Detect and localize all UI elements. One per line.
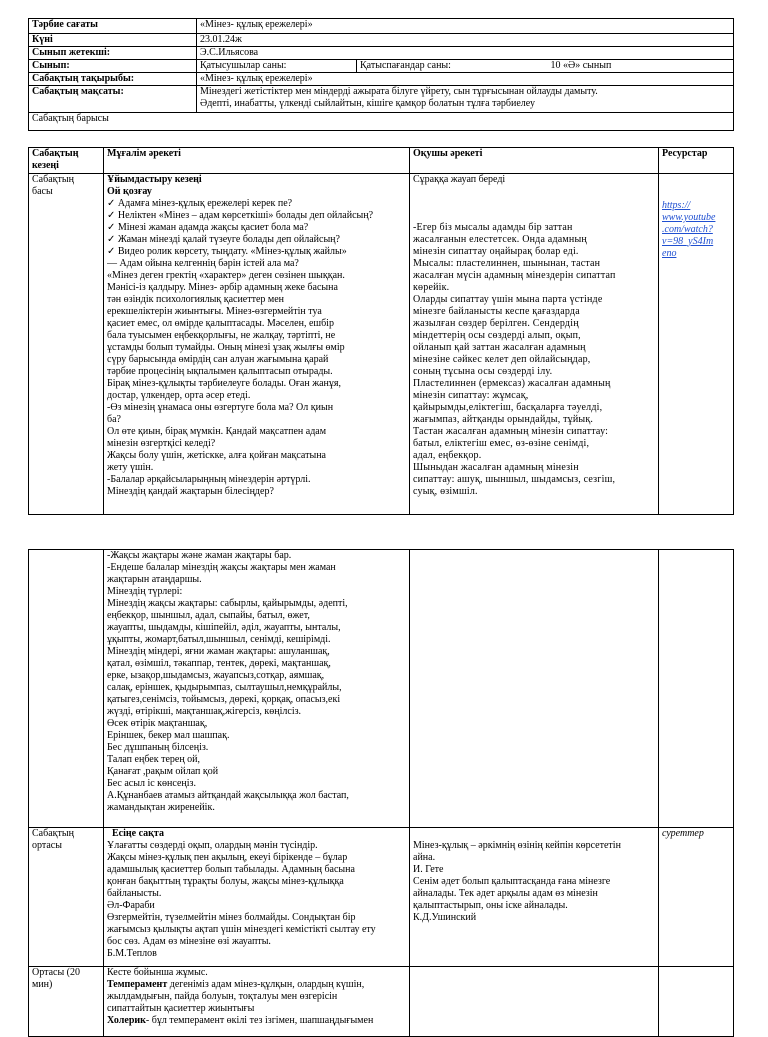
- teacher-line: -Балалар әрқайсыларыңның мінездерін әртүрлі.: [107, 474, 311, 485]
- teacher-line: -Жақсы жақтары және жаман жақтары бар.: [107, 550, 292, 561]
- student-line: көрейік.: [413, 282, 450, 293]
- student-line: жасалған мүсін адамның мінездерін сипаттап: [413, 270, 616, 281]
- teacher-line: Талап еңбек терең ой,: [107, 754, 201, 765]
- teacher-line: салақ, еріншек, қыдырымпаз, сылтаушыл,немқұрайлы,: [107, 682, 342, 693]
- student-line: [413, 828, 655, 840]
- checklist-item: ✓ Жаман мінезді қалай түзеуге болады деп ойлайсың?: [107, 234, 340, 245]
- student-line: мінезге байланысты кеспе қағаздарда: [413, 306, 580, 317]
- resources-empty: [659, 550, 734, 828]
- teacher-line: адамшылық қасиеттер болып табылады. Адамның басына: [107, 864, 355, 875]
- teacher-line: жамандықтан жиренейік.: [107, 802, 215, 813]
- teacher-line: қонған бақыттың тұрақты болуы, жақсы мінез-құлыққа: [107, 876, 344, 887]
- student-activity-middle: [410, 828, 659, 967]
- teacher-line: Жақсы болу үшін, жетіскке, алға қойған мақсатына: [107, 450, 326, 461]
- header-label-date: Күні: [29, 34, 197, 47]
- header-label-topic: Сабақтың тақырыбы:: [29, 73, 197, 86]
- resources-beginning: [659, 174, 734, 515]
- stage-label: Сабақтың: [32, 828, 74, 839]
- teacher-line: Еріншек, бекер мал шашпақ.: [107, 730, 230, 741]
- student-line: мінезіне сәйкес келет деп ойлайсыңдар,: [413, 354, 591, 365]
- student-activity-middle-20: [410, 967, 659, 1037]
- definition-line: жылдамдығын, пайда болуын, тоқталуы мен өзгерісін: [107, 991, 338, 1002]
- header-value-teacher: Э.С.Ильясова: [197, 47, 734, 60]
- teacher-line: мінезін өзгертқісі келеді?: [107, 438, 216, 449]
- checklist-item: ✓ Мінезі жаман адамда жақсы қасиет бола ма?: [107, 222, 309, 233]
- checklist-item: ✓ Неліктен «Мінез – адам көрсеткіші» болады деп ойлайсың?: [107, 210, 374, 221]
- student-line: -Егер біз мысалы адамды бір заттан: [413, 222, 573, 233]
- teacher-line: Ұлағатты сөздерді оқып, олардың мәнін түсіндір.: [107, 840, 318, 851]
- teacher-line: ұстамды болып тумайды. Оның мінезі ұзақ жылғы өмір: [107, 342, 345, 353]
- student-line: адал, еңбекқор.: [413, 450, 482, 461]
- student-line: Оларды сипаттау үшін мына парта үстінде: [413, 294, 603, 305]
- student-line: жазылған сөздер берілген. Сендердің: [413, 318, 579, 329]
- stage-label: Ортасы (20: [32, 967, 81, 978]
- header-table: [28, 18, 734, 131]
- stage-label: Сабақтың: [32, 174, 74, 185]
- term-temperament: Темперамент: [107, 979, 168, 990]
- header-value-goal: [197, 86, 734, 113]
- teacher-line: тәрбие процесінің ықпалымен қалыптасып отырады.: [107, 366, 333, 377]
- checkmark-icon: ✓: [107, 234, 118, 245]
- teacher-activity-middle: [104, 828, 410, 967]
- student-line: К.Д.Ушинский: [413, 912, 477, 923]
- video-link-line[interactable]: https://: [662, 200, 691, 211]
- teacher-text: [107, 550, 406, 814]
- header-absent-count: Қатыспағандар саны:: [357, 60, 548, 73]
- checkmark-icon: ✓: [107, 246, 118, 257]
- student-line: қайырымды,еліктегіш, басқаларға тәуелді,: [413, 402, 603, 413]
- student-line: батыл, еліктегіш емес, өз-өзіне сенімді,: [413, 438, 590, 449]
- teacher-line: А.Құнанбаев атамыз айтқандай жақсылыққа жол бастап,: [107, 790, 349, 801]
- teacher-line: Бірақ мінез-құлықты тәрбиелеуге болады. Оған жанұя,: [107, 378, 342, 389]
- student-line: Мысалы: пластелиннен, шынынан, тастан: [413, 258, 601, 269]
- teacher-line: қасиет емес, ол өмірде қалыптасады. Мәселен, ешбір: [107, 318, 334, 329]
- teacher-line: тән өзіндік психологиялық қасиеттер мен: [107, 294, 285, 305]
- video-link-line[interactable]: eno: [662, 248, 677, 259]
- stage-label: мин): [32, 979, 53, 990]
- stage-label: ортасы: [32, 840, 62, 851]
- lesson-table-continued: [28, 549, 734, 1037]
- teacher-line: сүру барысында өмірдің сан алуан жағымына қарай: [107, 354, 329, 365]
- student-line: міндеттерің осы сөздерді алып, оқып,: [413, 330, 581, 341]
- student-line: айна.: [413, 852, 436, 863]
- teacher-activity-beginning: [104, 174, 410, 515]
- teacher-activity-continued: [104, 550, 410, 828]
- student-text: [413, 828, 655, 924]
- teacher-line: жағымсыз қылықты ақтап үшін мінездегі кемістікті сылтау ету: [107, 924, 376, 935]
- header-label-class: Сынып:: [29, 60, 197, 73]
- definition-line: Холерик- бұл темперамент өкілі тез ізгімен, шапшаңдығымен: [107, 1015, 374, 1026]
- term-choleric: Холерик: [107, 1015, 146, 1026]
- goal-line: Мінездегі жетістіктер мен міндерді ажырата білуге үйрету, сын тұрғысынан ойлауды дамыту.: [200, 86, 598, 97]
- teacher-line: — Адам ойына келгеннің бәрін істей ала ма?: [107, 258, 299, 269]
- teacher-text: [107, 258, 406, 498]
- student-line: Мінез-құлық – әркімнің өзінің кейпін көрсететін: [413, 840, 621, 851]
- teacher-line: ерекшеліктерін жиынтығы. Мінез-өзгермейтін туа: [107, 306, 322, 317]
- header-value-event: «Мінез- құлық ережелері»: [197, 19, 734, 34]
- teacher-line: Қанағат ,рақым ойлап қой: [107, 766, 219, 777]
- student-line: мінезін сипаттау оңайырақ болар еді.: [413, 246, 579, 257]
- teacher-line: Бес асыл іс көнсеңіз.: [107, 778, 196, 789]
- student-line: қалыптастырып, оны іске айналады.: [413, 900, 568, 911]
- definition-line: Темперамент дегеніміз адам мінез-құлқын, олардың күшін,: [107, 979, 365, 990]
- question-checklist: [107, 198, 406, 258]
- stage-middle-20: [29, 967, 104, 1037]
- header-label-goal: Сабақтың мақсаты:: [29, 86, 197, 113]
- student-line: мінезін сипаттау: жұмсақ,: [413, 390, 529, 401]
- student-activity-beginning: [410, 174, 659, 515]
- header-value-topic: «Мінез- құлық ережелері»: [197, 73, 734, 86]
- teacher-line: «Мінез деген гректің «характер» деген сөзінен шыққан.: [107, 270, 345, 281]
- teacher-line: Мінездің жақсы жақтары: сабырлы, қайырымды, әдепті,: [107, 598, 348, 609]
- student-line: айналады. Тек әдет арқылы адам өз мінезін: [413, 888, 598, 899]
- checkmark-icon: ✓: [107, 222, 118, 233]
- video-link-line[interactable]: v=98_yS4Im: [662, 236, 714, 247]
- student-line: жағымпаз, айтқанды орындайды, тұйық.: [413, 414, 594, 425]
- teacher-line: -Өз мінезің ұнамаса оны өзгертуге бола ма? Ол қиын: [107, 402, 334, 413]
- teacher-line: Мәнісі-із қалдыру. Мінез- әрбір адамның жеке басына: [107, 282, 338, 293]
- teacher-line: ба?: [107, 414, 121, 425]
- student-line: Шыныдан жасалған адамның мінезін: [413, 462, 579, 473]
- header-class-name: 10 «Ә» сынып: [548, 60, 734, 73]
- lesson-progress-label: Сабақтың барысы: [29, 113, 734, 131]
- video-link-line[interactable]: www.youtube: [662, 212, 716, 223]
- section-heading: Ой қозғау: [107, 186, 152, 197]
- definition-line: сипаттайтын қасиеттер жиынтығы: [107, 1003, 255, 1014]
- teacher-line: Жақсы мінез-құлық пен ақылың, екеуі бірікенде – бұлар: [107, 852, 348, 863]
- student-line: Сенім әдет болып қалыптасқанда ғана мінезге: [413, 876, 611, 887]
- checklist-item: ✓ Адамға мінез-құлық ережелері керек пе?: [107, 198, 293, 209]
- header-label-teacher: Сынып жетекші:: [29, 47, 197, 60]
- student-activity-empty: [410, 550, 659, 828]
- section-heading: Ұйымдастыру кезеңі: [107, 174, 202, 185]
- teacher-line: жауапты, шыдамды, кішіпейіл, әділ, жауапты, ынталы,: [107, 622, 341, 633]
- teacher-line: жүзді, өтірікші, мақтаншақ,жігерсіз, көңілсіз.: [107, 706, 302, 717]
- stage-label: басы: [32, 186, 53, 197]
- teacher-line: Мінездің міндері, яғни жаман жақтары: ашуланшақ,: [107, 646, 330, 657]
- lesson-table: [28, 147, 734, 515]
- col-header-stage: Сабақтың кезеңі: [29, 148, 104, 174]
- teacher-line: -Ендеше балалар мінездің жақсы жақтары мен жаман: [107, 562, 336, 573]
- col-header-resources: Ресурстар: [659, 148, 734, 174]
- header-present-count: Қатысушылар саны:: [197, 60, 357, 73]
- resources-middle-20: [659, 967, 734, 1037]
- resource-pictures: суреттер: [662, 828, 704, 839]
- student-line: соның тұсына осы сөздерді ілу.: [413, 366, 553, 377]
- col-header-teacher: Мұғалім әрекеті: [104, 148, 410, 174]
- task-line: Кесте бойынша жұмыс.: [107, 967, 208, 978]
- teacher-activity-middle-20: [104, 967, 410, 1037]
- student-line: сипаттау: ашуқ, шыншыл, шыдамсыз, сезгіш,: [413, 474, 616, 485]
- teacher-line: жақтарын атаңдаршы.: [107, 574, 202, 585]
- teacher-line: Ол өте қиын, бірақ мүмкін. Қандай мақсатпен адам: [107, 426, 327, 437]
- student-line: ойланып қай заттан жасалған адамның: [413, 342, 586, 353]
- goal-line: Әдепті, инабатты, үлкенді сыйлайтын, кішіге қамқор болатын тұлға тәрбиелеу: [200, 98, 535, 109]
- teacher-line: байланысты.: [107, 888, 162, 899]
- student-line: И. Гете: [413, 864, 444, 875]
- teacher-line: Әл-Фараби: [107, 900, 155, 911]
- teacher-line: Өсек өтірік мақтаншақ,: [107, 718, 208, 729]
- student-text: [413, 222, 655, 498]
- student-line: Пластелиннен (ермексаз) жасалған адамның: [413, 378, 611, 389]
- teacher-text: [107, 840, 406, 960]
- teacher-line: бала туысымен еңбекқорлығы, не жалқау, тәртіпті, не: [107, 330, 336, 341]
- teacher-line: Мінездің түрлері:: [107, 586, 183, 597]
- teacher-line: Б.М.Теплов: [107, 948, 157, 959]
- header-value-date: 23.01.24ж: [197, 34, 734, 47]
- stage-beginning: [29, 174, 104, 515]
- student-line: суық, өзімшіл.: [413, 486, 478, 497]
- checklist-item: ✓ Видео ролик көрсету, тыңдату. «Мінез-құлық жайлы»: [107, 246, 347, 257]
- teacher-line: қатыгез,сенімсіз, тойымсыз, дөрекі, қорқақ, опасыз,екі: [107, 694, 341, 705]
- student-instruction: Сұраққа жауап береді: [413, 174, 506, 185]
- teacher-line: Бес дұшпаның білсеңіз.: [107, 742, 209, 753]
- stage-empty: [29, 550, 104, 828]
- teacher-line: қатал, өзімшіл, тәкаппар, тентек, дөрекі, мақтаншақ,: [107, 658, 331, 669]
- resources-middle: [659, 828, 734, 967]
- stage-middle: [29, 828, 104, 967]
- teacher-line: ерке, ызақор,шыдамсыз, жауапсыз,сотқар, аямшақ,: [107, 670, 325, 681]
- section-heading: Есіңе сақта: [112, 828, 164, 839]
- col-header-student: Оқушы әрекеті: [410, 148, 659, 174]
- teacher-line: жету үшін.: [107, 462, 154, 473]
- checkmark-icon: ✓: [107, 210, 118, 221]
- student-line: Тастан жасалған адамның мінезін сипаттау:: [413, 426, 609, 437]
- student-line: жасалғанын елестетсек. Онда адамның: [413, 234, 587, 245]
- teacher-line: ұқыпты, жомарт,батыл,шыншыл, сенімді, кешірімді.: [107, 634, 331, 645]
- teacher-line: бос сөз. Адам өз мінезіне өзі жауапты.: [107, 936, 271, 947]
- video-link-line[interactable]: .com/watch?: [662, 224, 713, 235]
- header-label-event: Тәрбие сағаты: [29, 19, 197, 34]
- video-resource-link[interactable]: [662, 200, 730, 260]
- checkmark-icon: ✓: [107, 198, 118, 209]
- teacher-line: Өзгермейтін, түзелмейтін мінез болмайды. Сондықтан бір: [107, 912, 356, 923]
- teacher-line: еңбекқор, шыншыл, адал, сыпайы, батыл, өжет,: [107, 610, 310, 621]
- teacher-line: Мінездің қандай жақтарын білесіңдер?: [107, 486, 274, 497]
- teacher-line: достар, үлкендер, орта әсер етеді.: [107, 390, 251, 401]
